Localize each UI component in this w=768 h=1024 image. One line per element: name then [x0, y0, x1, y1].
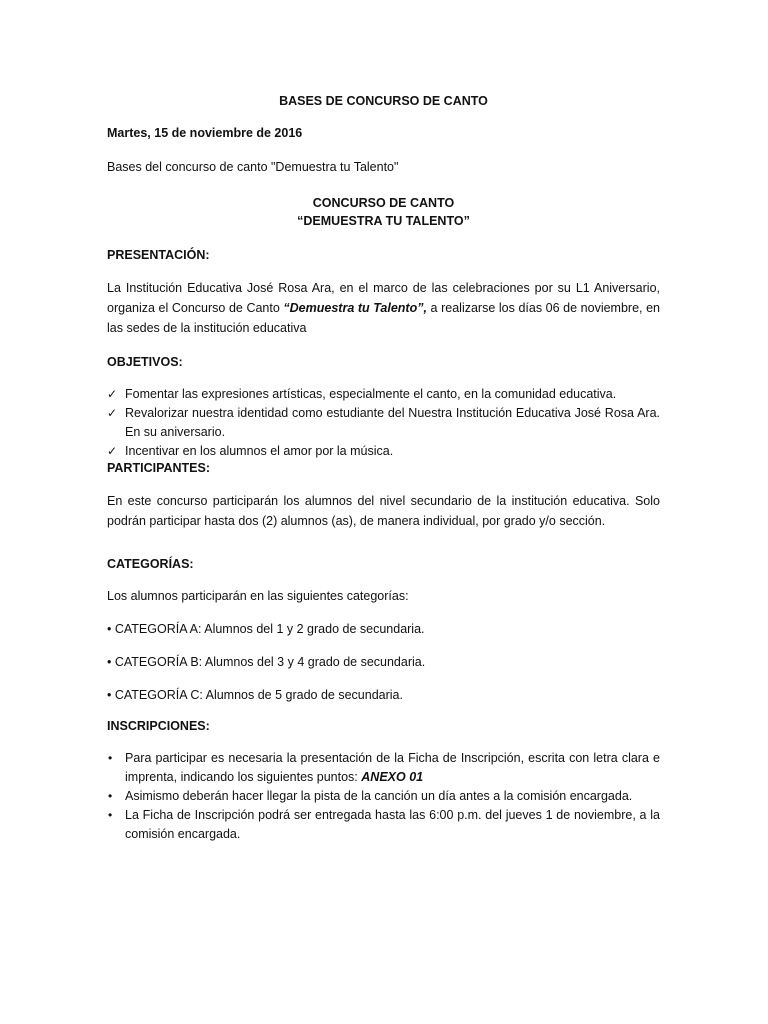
presentacion-text-emphasis: “Demuestra tu Talento”, [283, 301, 427, 315]
checkmark-icon: ✓ [107, 387, 118, 401]
objetivos-heading: OBJETIVOS: [107, 355, 183, 369]
participantes-text: En este concurso participarán los alumnos del nivel secundario de la institución educativa. Solo podrán participar hasta dos (2) alumnos (as), de manera individual, por grado y/o sección. [107, 494, 660, 528]
checkmark-icon: ✓ [107, 444, 118, 458]
categoria-c: • CATEGORÍA C: Alumnos de 5 grado de secundaria. [107, 688, 403, 702]
list-item [107, 749, 660, 787]
objetivos-list [107, 385, 660, 461]
categoria-a: • CATEGORÍA A: Alumnos del 1 y 2 grado de secundaria. [107, 622, 425, 636]
categoria-b: • CATEGORÍA B: Alumnos del 3 y 4 grado de secundaria. [107, 655, 426, 669]
document-title: BASES DE CONCURSO DE CANTO [279, 94, 488, 108]
bullet-icon: • [108, 808, 113, 822]
presentacion-text-part2: a realizarse los días 06 de noviembre, en las sedes de la institución educativa [107, 301, 661, 335]
inscripciones-heading: INSCRIPCIONES: [107, 719, 210, 733]
inscripciones-list [107, 749, 660, 844]
presentacion-text-part1: La Institución Educativa José Rosa Ara, en el marco de las celebraciones por su L1 Aniversario, organiza el Concurso de Canto [107, 281, 660, 315]
list-item [107, 442, 660, 461]
objetivo-text: Fomentar las expresiones artísticas, especialmente el canto, en la comunidad educativa. [125, 387, 617, 401]
presentacion-heading: PRESENTACIÓN: [107, 248, 210, 262]
document-subtitle: Bases del concurso de canto "Demuestra tu Talento" [107, 160, 399, 174]
inscripcion-text-1: Para participar es necesaria la presentación de la Ficha de Inscripción, escrita con letra clara e imprenta, indicando los siguientes puntos: [125, 751, 660, 784]
anexo-reference: ANEXO 01 [361, 770, 424, 784]
list-item [107, 404, 660, 442]
list-item [107, 787, 660, 806]
bullet-icon: • [108, 751, 113, 765]
presentacion-text [107, 278, 660, 338]
objetivo-text: Revalorizar nuestra identidad como estudiante del Nuestra Institución Educativa José Rosa Ara. En su aniversario. [125, 406, 660, 439]
document-date: Martes, 15 de noviembre de 2016 [107, 126, 303, 140]
participantes-heading: PARTICIPANTES: [107, 461, 211, 475]
list-item [107, 385, 660, 404]
categorias-intro: Los alumnos participarán en las siguientes categorías: [107, 589, 409, 603]
bullet-icon: • [108, 789, 113, 803]
contest-heading [107, 194, 660, 230]
document-body [107, 94, 660, 844]
inscripcion-text-2: Asimismo deberán hacer llegar la pista de la canción un día antes a la comisión encargada. [125, 789, 633, 803]
categorias-heading: CATEGORÍAS: [107, 557, 194, 571]
list-item [107, 806, 660, 844]
objetivo-text: Incentivar en los alumnos el amor por la música. [125, 444, 394, 458]
contest-heading-line1: CONCURSO DE CANTO [312, 196, 455, 210]
checkmark-icon: ✓ [107, 406, 118, 420]
inscripcion-text-3: La Ficha de Inscripción podrá ser entregada hasta las 6:00 p.m. del jueves 1 de noviembre, a la comisión encargada. [125, 808, 660, 841]
contest-heading-line2: “DEMUESTRA TU TALENTO” [297, 214, 470, 228]
